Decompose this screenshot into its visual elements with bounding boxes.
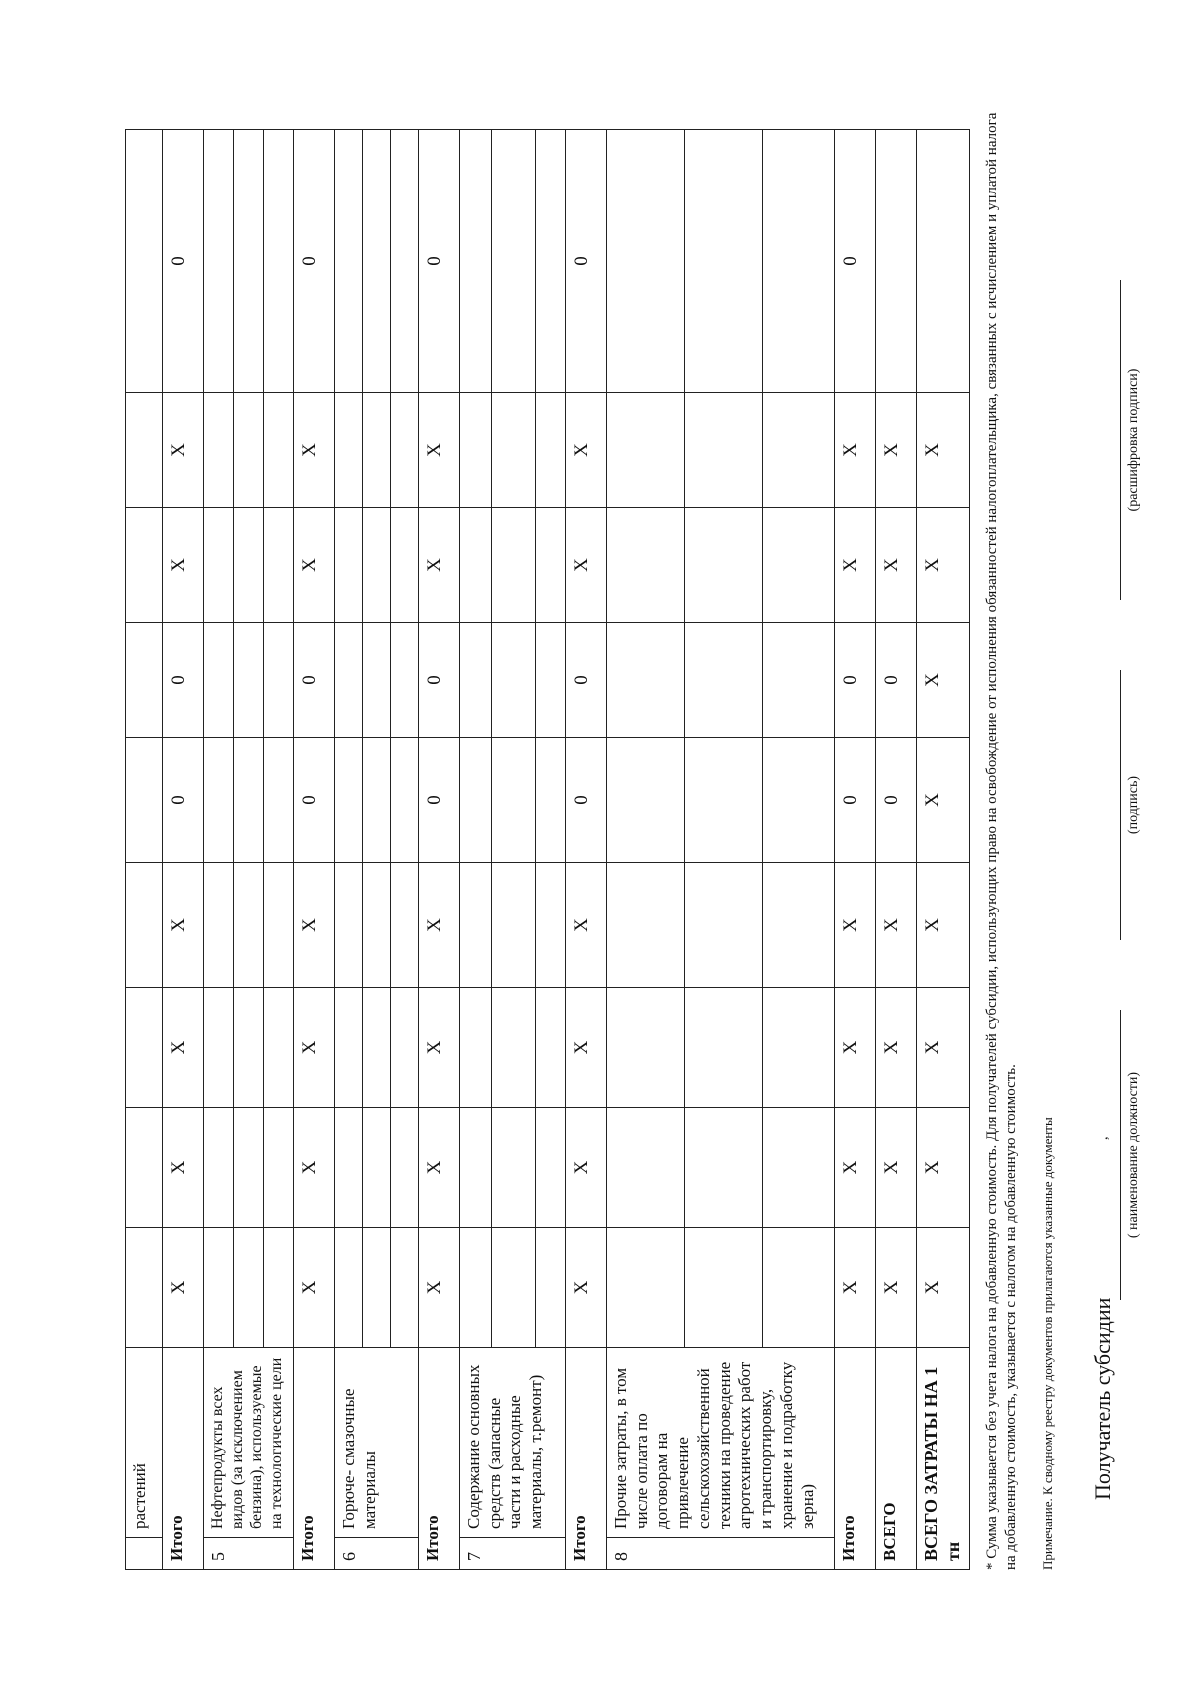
table-cell: X [917,393,970,508]
table-row-vsego [876,130,917,1570]
table-cell: X [566,393,607,508]
table-cell: 0 [835,738,876,863]
table-cell: 0 [294,738,335,863]
cell-rasteniy: растений [126,1348,163,1538]
table-cell: X [917,988,970,1108]
table-cell: X [876,1108,917,1228]
table-cell: X [917,623,970,738]
table-cell: X [419,1228,460,1348]
table-cell: X [294,393,335,508]
itogo-label: Итого [163,1348,204,1570]
table-cell: X [294,988,335,1108]
table-cell: X [419,988,460,1108]
table-row [607,130,685,1570]
table-cell: X [876,863,917,988]
table-cell: X [835,508,876,623]
table-row [126,130,163,1570]
signature-block [1090,200,1160,1500]
table-cell: X [917,508,970,623]
table-cell: X [566,988,607,1108]
table-cell: X [876,393,917,508]
itogo-label: Итого [419,1348,460,1570]
row-name: Прочие затраты, в том числе оплата по договорам на привлечение сельскохозяйственной техники на проведение агротехнических работ и транспортировку, хранение и подработку зерна) [607,1348,835,1538]
position-caption: ( наименование должности) [1126,1071,1141,1239]
table-cell: X [917,1108,970,1228]
costs-table [125,129,970,1570]
table-cell: X [876,508,917,623]
table-cell: X [835,1228,876,1348]
table-row-total-per-ton [917,130,970,1570]
table-row [335,130,363,1570]
table-cell: 0 [419,738,460,863]
table-cell: 0 [566,623,607,738]
comma: , [1096,1136,1111,1140]
document-page [40,40,1170,1640]
vsego-label: ВСЕГО [876,1348,917,1570]
total-per-ton-label: ВСЕГО ЗАТРАТЫ НА 1 тн [917,1348,970,1570]
table-row-itogo [163,130,204,1570]
table-cell: X [566,863,607,988]
row-number: 7 [460,1538,566,1570]
table-cell: X [835,393,876,508]
row-number: 8 [607,1538,835,1570]
table-cell: X [566,508,607,623]
table-row-itogo [566,130,607,1570]
itogo-label: Итого [835,1348,876,1570]
table-cell: 0 [419,130,460,393]
row-name: Горюче- смазочные материалы [335,1348,419,1538]
table-cell: X [163,1228,204,1348]
itogo-label: Итого [566,1348,607,1570]
table-cell: X [163,988,204,1108]
table-cell [876,130,917,393]
table-cell: X [876,988,917,1108]
table-cell: 0 [876,623,917,738]
table-cell: 0 [566,738,607,863]
table-cell: 0 [835,623,876,738]
table-cell: X [294,863,335,988]
table-cell: X [294,508,335,623]
table-cell: X [917,863,970,988]
table-cell: X [917,738,970,863]
table-cell: X [566,1228,607,1348]
position-line [1120,1010,1121,1300]
table-cell: X [163,393,204,508]
table-row-itogo [294,130,335,1570]
table-cell: X [835,988,876,1108]
table-cell: 0 [876,738,917,863]
note: Примечание. К сводному реестру документов прилагаются указанные документы [1040,1117,1055,1570]
table-cell: X [163,863,204,988]
footnote: * Сумма указывается без учета налога на добавленную стоимость. Для получателей субсидии, использующих право на освобождение от исполнения обязанностей налогоплательщика, связанных с исчислением и уплатой налога на добавленную стоимость, указывается с налогом на добавленную стоимость. [984,112,1019,1570]
table-cell: X [835,1108,876,1228]
table-cell: 0 [294,623,335,738]
sign-line [1120,670,1121,940]
row-name: Содержание основных средств (запасные части и расходные материалы, т.ремонт) [460,1348,566,1538]
table-cell: X [163,1108,204,1228]
table-cell: X [419,393,460,508]
table-cell: 0 [419,623,460,738]
table-row-itogo [419,130,460,1570]
table-cell: X [419,1108,460,1228]
table-cell: X [876,1228,917,1348]
table-row [460,130,492,1570]
table-cell: 0 [835,130,876,393]
sign-caption: (подпись) [1126,775,1141,835]
table-cell: X [294,1108,335,1228]
table-cell: 0 [163,130,204,393]
row-name: Нефтепродукты всех видов (за исключением бензина), используемые на технологические цели [204,1348,294,1538]
row-number: 6 [335,1538,419,1570]
row-number: 5 [204,1538,294,1570]
decode-line [1120,280,1121,600]
itogo-label: Итого [294,1348,335,1570]
signature-label: Получатель субсидии [1090,1297,1115,1500]
table-row-itogo [835,130,876,1570]
table-cell: X [419,863,460,988]
table-cell: X [917,1228,970,1348]
table-cell: X [566,1108,607,1228]
table-cell: 0 [566,130,607,393]
table-cell: X [835,863,876,988]
table-cell [917,130,970,393]
table-row [204,130,234,1570]
table-cell: X [419,508,460,623]
table-cell: 0 [163,623,204,738]
table-cell: 0 [294,130,335,393]
table-cell: X [294,1228,335,1348]
table-cell: 0 [163,738,204,863]
table-cell: X [163,508,204,623]
decode-caption: (расшифровка подписи) [1126,368,1141,512]
